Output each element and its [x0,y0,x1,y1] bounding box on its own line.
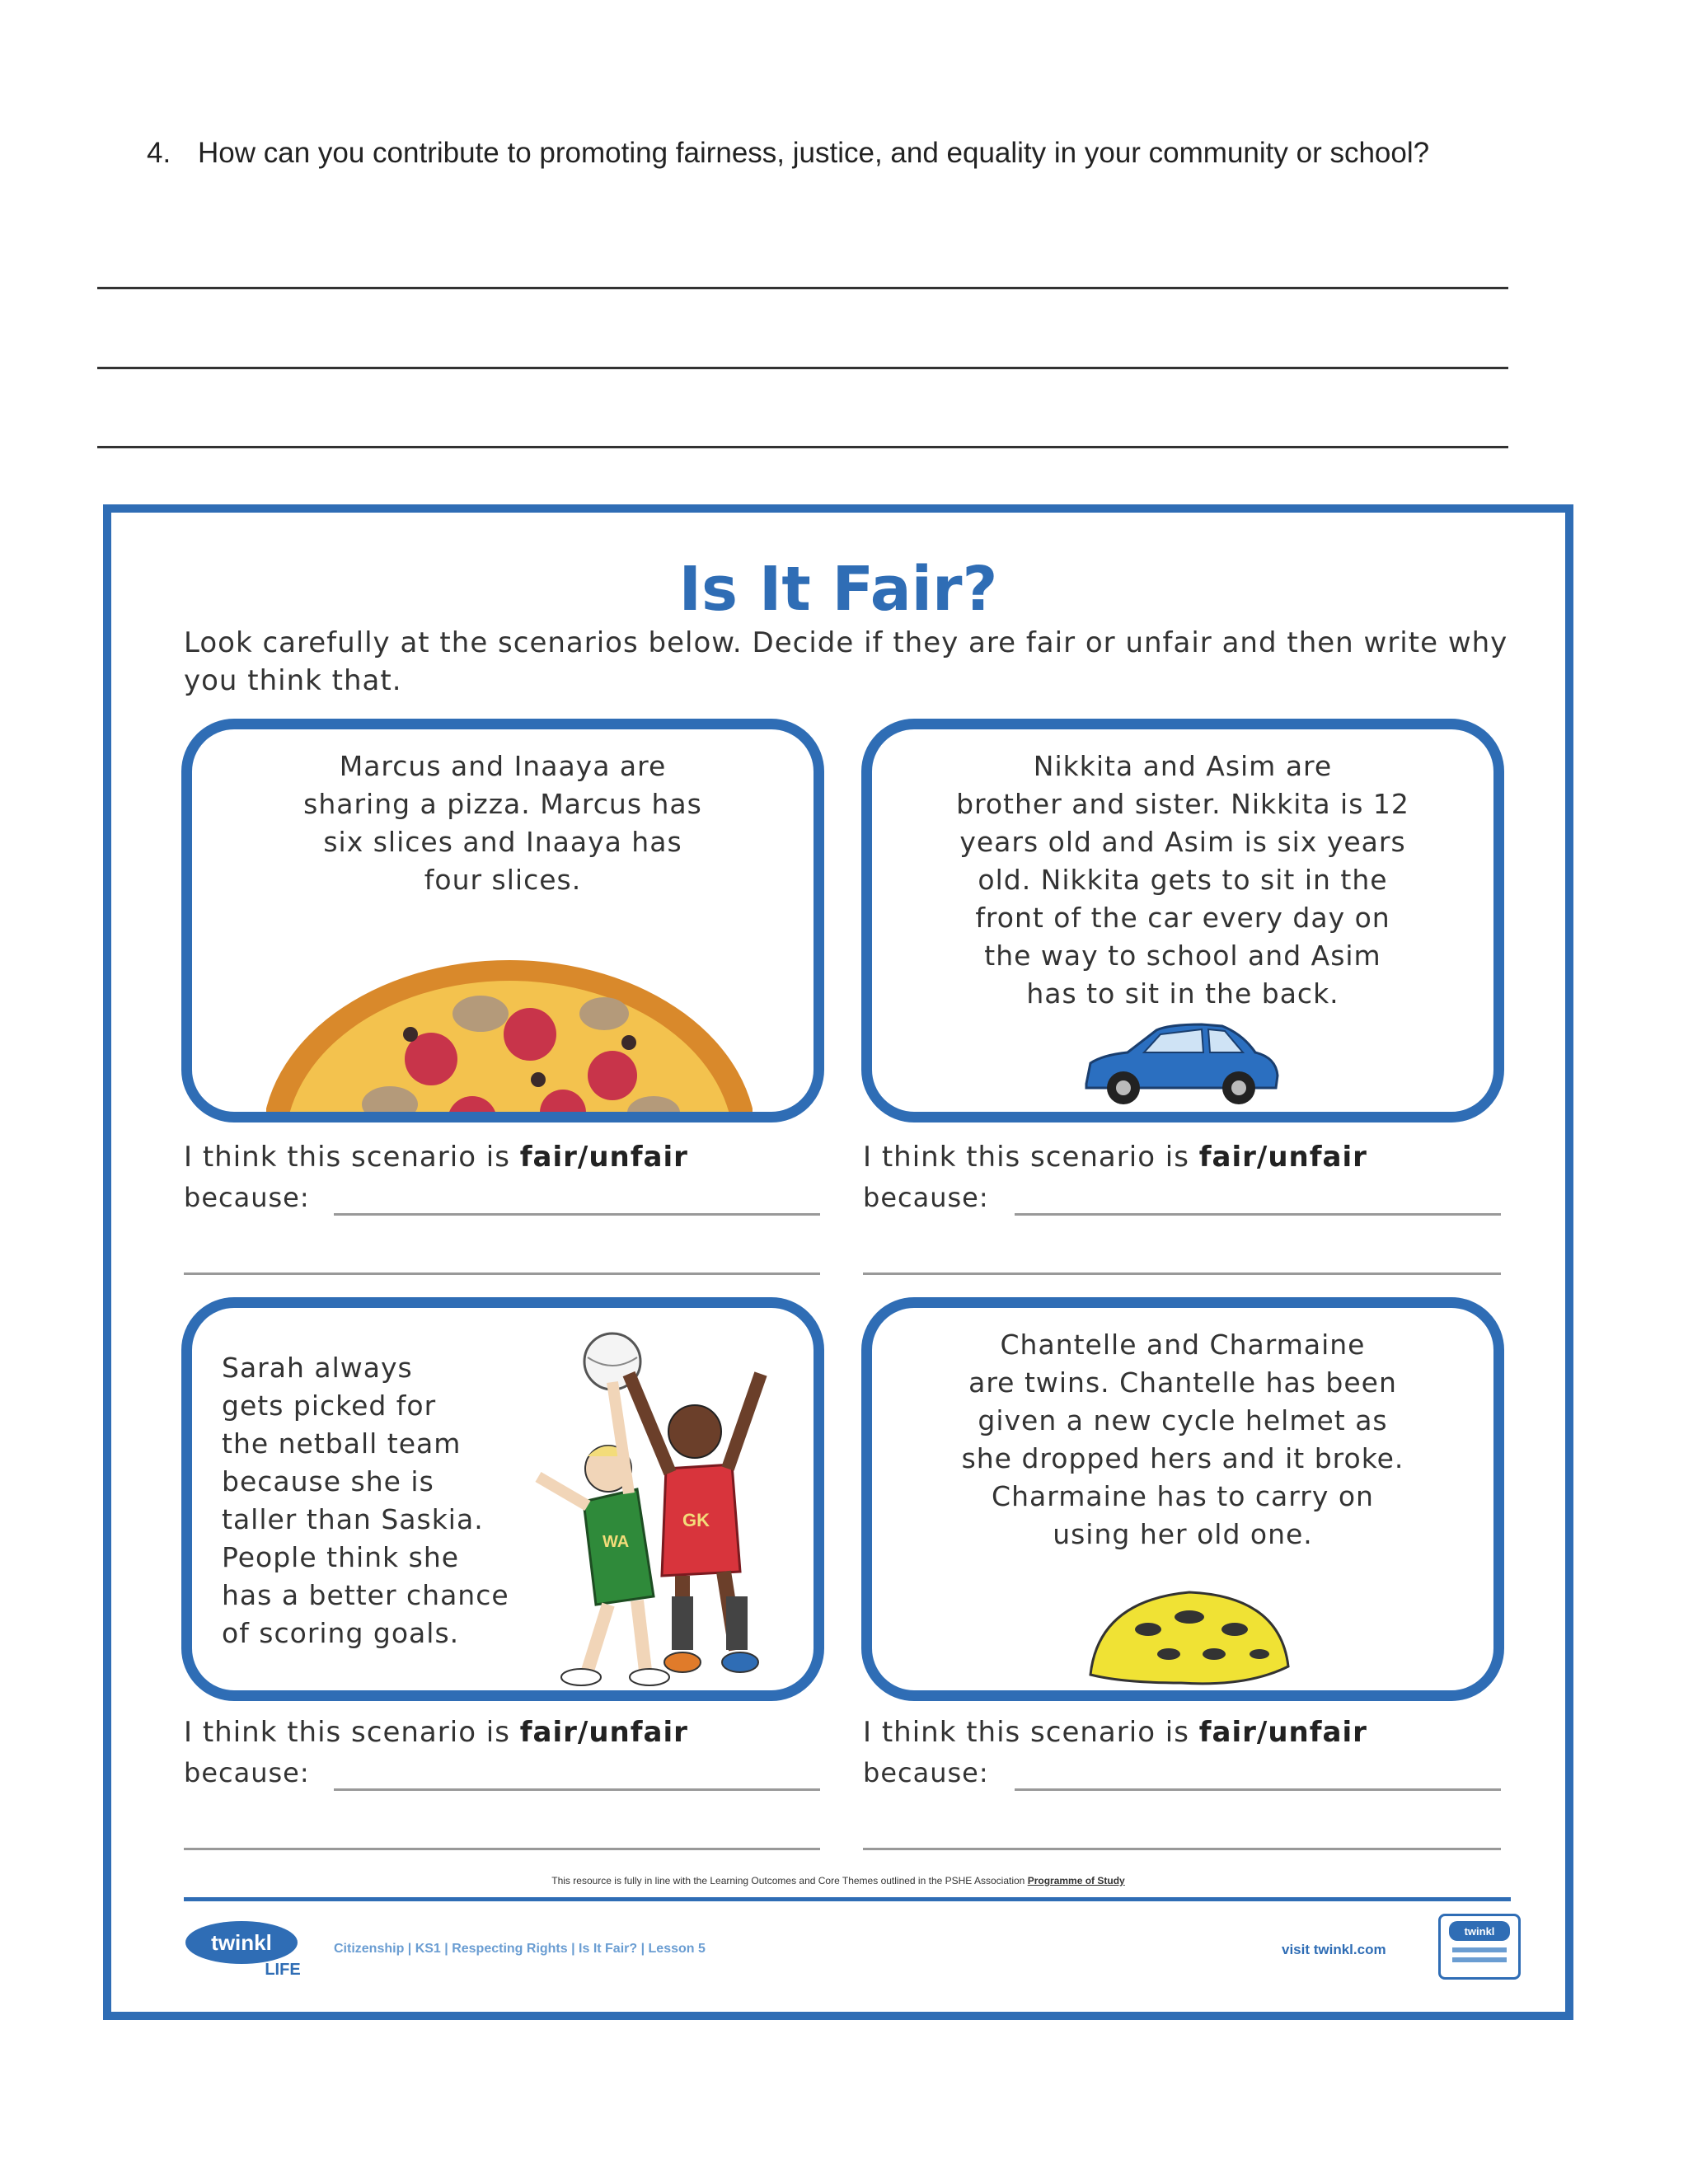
scenario-text: Chantelle and Charmaine are twins. Chantelle has been given a new cycle helmet as she dropped hers and it broke. Charmaine has to carry on using her old one. [961,1329,1404,1550]
svg-text:GK: GK [682,1510,710,1530]
write-line[interactable] [334,1788,820,1791]
write-line[interactable] [1015,1788,1501,1791]
question-4 [147,137,1429,170]
because-label-3: because: [184,1757,310,1788]
write-line[interactable] [184,1272,820,1275]
svg-text:WA: WA [603,1533,630,1551]
because-label-4: because: [863,1757,989,1788]
footer-website: visit twinkl.com [1282,1942,1386,1957]
footer-breadcrumb: Citizenship | KS1 | Respecting Rights | Is It Fair? | Lesson 5 [334,1942,706,1956]
write-line[interactable] [863,1848,1501,1850]
worksheet-intro: Look carefully at the scenarios below. Decide if they are fair or unfair and then write why you think that. [184,626,1508,697]
fair-prompt-4: I think this scenario is fair/unfair [863,1716,1367,1749]
svg-text:LIFE: LIFE [265,1961,301,1979]
worksheet-title: Is It Fair? [678,554,998,625]
is-it-fair-worksheet [103,504,1573,2020]
question-text: How can you contribute to promoting fairness, justice, and equality in your community or school? [198,137,1430,169]
answer-line-2[interactable] [97,367,1508,369]
write-line[interactable] [863,1272,1501,1275]
svg-text:twinkl: twinkl [1464,1925,1495,1938]
scenario-text: Sarah always gets picked for the netball team because she is taller than Saskia. People think she has a better chance of scoring goals. [222,1352,509,1649]
cycle-helmet-icon [1082,1584,1296,1691]
scenario-card-car [861,719,1504,1122]
question-number: 4. [147,137,171,169]
fair-prompt-1: I think this scenario is fair/unfair [184,1141,688,1174]
svg-text:twinkl: twinkl [211,1930,272,1955]
quality-badge [1438,1914,1521,1980]
car-icon [1078,1018,1284,1108]
twinkl-life-logo [184,1914,324,1980]
because-label-1: because: [184,1182,310,1213]
write-line[interactable] [1015,1213,1501,1216]
scenario-card-helmet [861,1297,1504,1701]
answer-line-1[interactable] [97,287,1508,289]
scenario-text: Marcus and Inaaya are sharing a pizza. Marcus has six slices and Inaaya has four slices. [303,750,702,896]
pizza-icon [266,935,753,1122]
write-line[interactable] [334,1213,820,1216]
because-label-2: because: [863,1182,989,1213]
write-line[interactable] [184,1848,820,1850]
netball-players-icon [530,1324,818,1695]
scenario-text: Nikkita and Asim are brother and sister. Nikkita is 12 years old and Asim is six years old. Nikkita gets to sit in the front of the car every day on the way to school and Asim has to sit in the back. [956,750,1409,1010]
scenario-card-netball [181,1297,824,1701]
footer-note: This resource is fully in line with the Learning Outcomes and Core Themes outlined in the PSHE Association Programme of Study [551,1875,1125,1886]
scenario-card-pizza [181,719,824,1122]
answer-line-3[interactable] [97,446,1508,448]
fair-prompt-2: I think this scenario is fair/unfair [863,1141,1367,1174]
fair-prompt-3: I think this scenario is fair/unfair [184,1716,688,1749]
footer-divider [184,1897,1511,1901]
